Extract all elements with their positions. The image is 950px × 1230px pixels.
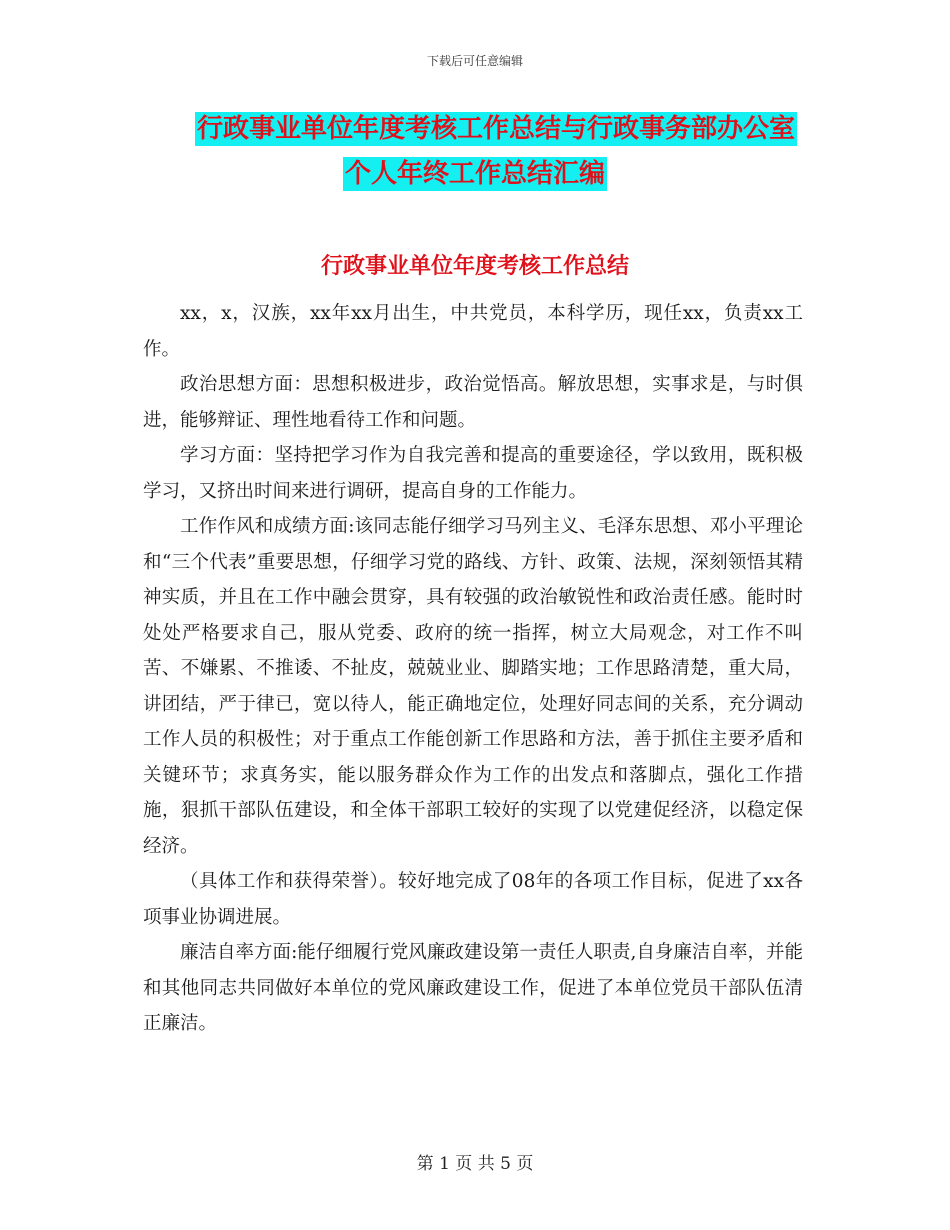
- paragraph-work-style: 工作作风和成绩方面:该同志能仔细学习马列主义、毛泽东思想、邓小平理论和“三个代表”重要思想，仔细学习党的路线、方针、政策、法规，深刻领悟其精神实质，并且在工作中融会贯穿，具有较强的政治敏锐性和政治责任感。能时时处处严格要求自己，服从党委、政府的统一指挥，树立大局观念，对工作不叫苦、不嫌累、不推诿、不扯皮，兢兢业业、脚踏实地；工作思路清楚，重大局，讲团结，严于律已，宽以待人，能正确地定位，处理好同志间的关系，充分调动工作人员的积极性；对于重点工作能创新工作思路和方法，善于抓住主要矛盾和关键环节；求真务实，能以服务群众作为工作的出发点和落脚点，强化工作措施，狠抓干部队伍建设，和全体干部职工较好的实现了以党建促经济，以稳定保经济。: [143, 516, 803, 857]
- document-body: [143, 296, 803, 1042]
- paragraph-political-thought: 政治思想方面：思想积极进步，政治觉悟高。解放思想，实事求是，与时俱进，能够辩证、理性地看待工作和问题。: [143, 374, 803, 431]
- paragraph-study: 学习方面：坚持把学习作为自我完善和提高的重要途径，学以致用，既积极学习，又挤出时间来进行调研，提高自身的工作能力。: [143, 445, 803, 502]
- header-note: 下载后可任意编辑: [426, 54, 523, 68]
- paragraph-achievements: （具体工作和获得荣誉）。较好地完成了08年的各项工作目标，促进了xx各项事业协调进展。: [143, 871, 803, 928]
- main-title-line-2: [0, 157, 950, 191]
- paragraph-integrity: 廉洁自率方面:能仔细履行党风廉政建设第一责任人职责,自身廉洁自率，并能和其他同志共同做好本单位的党风廉政建设工作，促进了本单位党员干部队伍清正廉洁。: [143, 942, 803, 1034]
- main-title-line-2-text: 个人年终工作总结汇编: [344, 159, 605, 189]
- paragraph-personal-info: xx，x，汉族，xx年xx月出生，中共党员，本科学历，现任xx，负责xx工作。: [143, 303, 803, 360]
- section-title: 行政事业单位年度考核工作总结: [320, 254, 629, 279]
- page-footer: 第 1 页 共 5 页: [416, 1154, 534, 1174]
- main-title-line-1: [0, 112, 950, 146]
- main-title-line-1-text: 行政事业单位年度考核工作总结与行政事务部办公室: [196, 114, 795, 144]
